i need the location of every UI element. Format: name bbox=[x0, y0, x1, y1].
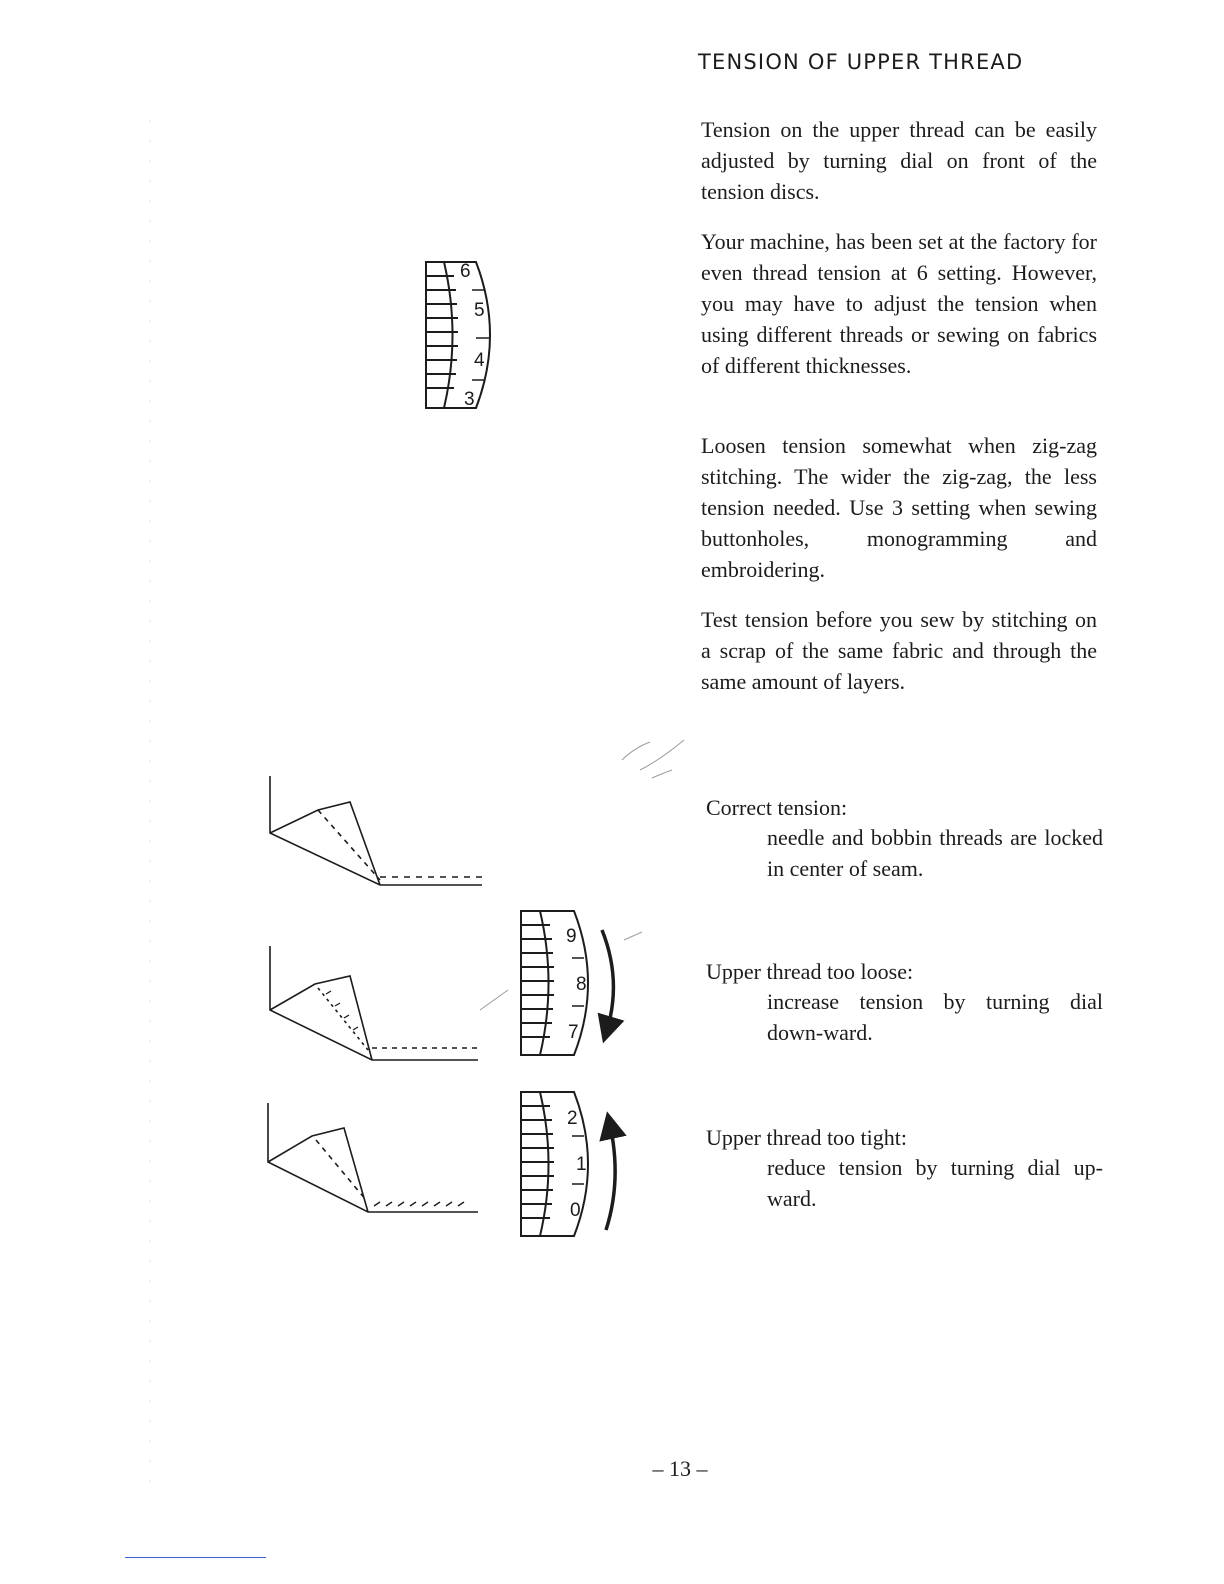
arrow-up-icon bbox=[606, 1125, 615, 1230]
dial-number: 5 bbox=[474, 300, 485, 321]
paragraph-factory-setting: Your machine, has been set at the factory for even thread tension at 6 setting. However, you may have to adjust the tension when using different threads or sewing on fabrics of different thicknesses. bbox=[701, 229, 1097, 378]
paragraph-zigzag: Loosen tension somewhat when zig-zag stitching. The wider the zig-zag, the less tension needed. Use 3 setting when sewing buttonholes, monogramming and embroidering. bbox=[701, 433, 1097, 582]
page-number: – 13 – bbox=[652, 1456, 708, 1481]
dial-tight-icon bbox=[521, 1092, 615, 1236]
case-loose-title: Upper thread too loose: bbox=[706, 959, 914, 984]
case-loose-description: increase tension by turning dial down-ward. bbox=[767, 989, 1103, 1045]
tension-dial-icon bbox=[426, 261, 490, 410]
dial-number: 8 bbox=[576, 974, 587, 995]
footer-rule bbox=[125, 1557, 266, 1558]
dial-number: 1 bbox=[576, 1154, 587, 1175]
section-heading: TENSION OF UPPER THREAD bbox=[698, 50, 1024, 74]
dial-number: 4 bbox=[474, 350, 485, 371]
scan-specks bbox=[150, 120, 684, 1500]
dial-loose-icon bbox=[521, 911, 613, 1055]
dial-number: 9 bbox=[566, 926, 577, 947]
paragraph-adjusting: Tension on the upper thread can be easily adjusted by turning dial on front of the tension discs. bbox=[701, 117, 1097, 204]
case-correct-description: needle and bobbin threads are locked in center of seam. bbox=[767, 825, 1103, 881]
case-tight-title: Upper thread too tight: bbox=[706, 1125, 908, 1150]
dial-number: 0 bbox=[570, 1200, 581, 1221]
case-correct-title: Correct tension: bbox=[706, 795, 848, 820]
dial-number: 7 bbox=[568, 1022, 579, 1043]
case-tight-description: reduce tension by turning dial up-ward. bbox=[767, 1155, 1103, 1211]
dial-number: 2 bbox=[567, 1108, 578, 1129]
fabric-correct-diagram bbox=[270, 776, 482, 885]
arrow-down-icon bbox=[602, 930, 613, 1030]
paragraph-test-tension: Test tension before you sew by stitching on a scrap of the same fabric and through the same amount of layers. bbox=[701, 607, 1097, 694]
dial-number: 6 bbox=[460, 261, 471, 282]
fabric-tight-diagram bbox=[268, 1103, 478, 1212]
dial-number: 3 bbox=[464, 389, 475, 410]
fabric-loose-diagram bbox=[270, 946, 478, 1060]
